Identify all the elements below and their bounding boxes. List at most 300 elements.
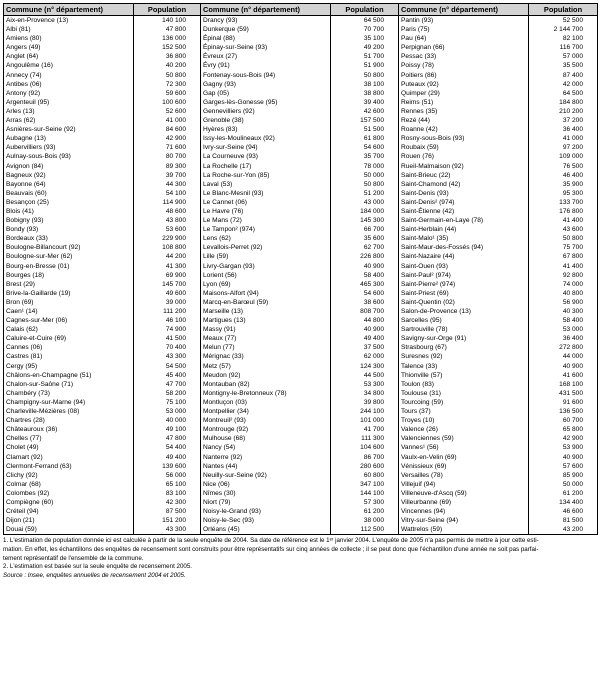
commune-cell: Thionville (57) <box>399 371 529 380</box>
population-cell: 347 100 <box>331 480 399 489</box>
commune-cell: Versailles (78) <box>399 471 529 480</box>
commune-cell: Aubagne (13) <box>4 134 134 143</box>
population-cell: 184 000 <box>331 207 399 216</box>
table-row <box>4 171 598 180</box>
population-cell: 95 300 <box>529 189 598 198</box>
population-cell: 44 000 <box>529 352 598 361</box>
commune-cell: Strasbourg (67) <box>399 343 529 352</box>
commune-cell: La Roche-sur-Yon (85) <box>201 171 331 180</box>
population-cell: 47 700 <box>134 380 201 389</box>
population-cell: 59 600 <box>134 89 201 98</box>
commune-cell: Nancy (54) <box>201 443 331 452</box>
population-cell: 111 200 <box>134 307 201 316</box>
population-cell: 38 800 <box>331 89 399 98</box>
commune-cell: Meaux (77) <box>201 334 331 343</box>
commune-cell: Rezé (44) <box>399 116 529 125</box>
commune-cell: Mulhouse (68) <box>201 434 331 443</box>
population-cell: 69 900 <box>134 271 201 280</box>
population-cell: 53 000 <box>529 325 598 334</box>
table-row <box>4 152 598 161</box>
commune-cell: Chambéry (73) <box>4 389 134 398</box>
commune-cell: Vannes¹ (56) <box>399 443 529 452</box>
commune-cell: Reims (51) <box>399 98 529 107</box>
population-cell: 210 200 <box>529 107 598 116</box>
commune-cell: Marseille (13) <box>201 307 331 316</box>
population-cell: 64 500 <box>529 89 598 98</box>
commune-cell: Anglet (64) <box>4 52 134 61</box>
population-cell: 97 200 <box>529 143 598 152</box>
population-cell: 40 900 <box>331 325 399 334</box>
table-row <box>4 307 598 316</box>
population-cell: 46 400 <box>529 171 598 180</box>
population-cell: 42 600 <box>331 107 399 116</box>
commune-cell: Amiens (80) <box>4 34 134 43</box>
commune-cell: Compiègne (60) <box>4 498 134 507</box>
commune-cell: Créteil (94) <box>4 507 134 516</box>
commune-cell: Brive-la-Gaillarde (19) <box>4 289 134 298</box>
population-cell: 58 200 <box>134 389 201 398</box>
commune-cell: Angers (49) <box>4 43 134 52</box>
commune-cell: Villeurbanne (69) <box>399 498 529 507</box>
commune-cell: Perpignan (66) <box>399 43 529 52</box>
population-cell: 226 800 <box>331 252 399 261</box>
table-row <box>4 334 598 343</box>
population-cell: 2 144 700 <box>529 25 598 34</box>
population-cell: 40 200 <box>134 61 201 70</box>
commune-cell: Brest (29) <box>4 280 134 289</box>
population-cell: 36 400 <box>529 125 598 134</box>
commune-cell: Pessac (33) <box>399 52 529 61</box>
commune-cell: Épinal (88) <box>201 34 331 43</box>
population-cell: 44 500 <box>331 371 399 380</box>
table-row <box>4 98 598 107</box>
population-cell: 43 200 <box>529 525 598 535</box>
commune-cell: Suresnes (92) <box>399 352 529 361</box>
population-cell: 51 200 <box>331 189 399 198</box>
commune-cell: Saint-Herblain (44) <box>399 225 529 234</box>
population-cell: 272 800 <box>529 343 598 352</box>
commune-cell: Bagneux (92) <box>4 171 134 180</box>
commune-cell: Hyères (83) <box>201 125 331 134</box>
commune-cell: Garges-lès-Gonesse (95) <box>201 98 331 107</box>
population-cell: 66 700 <box>331 225 399 234</box>
population-cell: 49 200 <box>331 43 399 52</box>
table-row <box>4 407 598 416</box>
header-population-2: Population <box>331 4 399 16</box>
commune-cell: Caluire-et-Cuire (69) <box>4 334 134 343</box>
population-cell: 34 800 <box>331 389 399 398</box>
population-cell: 144 100 <box>331 489 399 498</box>
table-row <box>4 343 598 352</box>
commune-cell: Clermont-Ferrand (63) <box>4 462 134 471</box>
population-cell: 45 400 <box>134 371 201 380</box>
table-header-row <box>4 4 598 16</box>
commune-cell: Dijon (21) <box>4 516 134 525</box>
table-row <box>4 453 598 462</box>
population-cell: 53 000 <box>134 407 201 416</box>
commune-cell: Lorient (56) <box>201 271 331 280</box>
population-cell: 43 300 <box>134 525 201 535</box>
header-commune-2: Commune (n° département) <box>201 4 331 16</box>
header-population-1: Population <box>134 4 201 16</box>
commune-cell: Le Mans (72) <box>201 216 331 225</box>
commune-cell: Saint-Ouen (93) <box>399 262 529 271</box>
commune-cell: Avignon (84) <box>4 162 134 171</box>
table-row <box>4 443 598 452</box>
population-cell: 35 900 <box>529 180 598 189</box>
population-cell: 50 800 <box>134 71 201 80</box>
population-cell: 101 000 <box>331 416 399 425</box>
population-cell: 114 900 <box>134 198 201 207</box>
table-row <box>4 52 598 61</box>
table-row <box>4 162 598 171</box>
table-row <box>4 416 598 425</box>
population-cell: 44 300 <box>134 180 201 189</box>
commune-cell: Saint-Germain-en-Laye (78) <box>399 216 529 225</box>
commune-cell: Bourges (18) <box>4 271 134 280</box>
population-cell: 41 500 <box>134 334 201 343</box>
population-cell: 70 700 <box>331 25 399 34</box>
population-cell: 41 000 <box>529 134 598 143</box>
population-cell: 37 500 <box>331 343 399 352</box>
commune-cell: Châlons-en-Champagne (51) <box>4 371 134 380</box>
table-row <box>4 225 598 234</box>
population-cell: 84 600 <box>134 125 201 134</box>
table-row <box>4 362 598 371</box>
population-cell: 92 800 <box>529 271 598 280</box>
table-row <box>4 398 598 407</box>
population-cell: 58 400 <box>529 316 598 325</box>
table-row <box>4 180 598 189</box>
header-commune-3: Commune (n° département) <box>399 4 529 16</box>
commune-cell: Gap (05) <box>201 89 331 98</box>
commune-cell: Montigny-le-Bretonneux (78) <box>201 389 331 398</box>
commune-cell: Chartres (28) <box>4 416 134 425</box>
population-cell: 46 100 <box>134 316 201 325</box>
table-row <box>4 425 598 434</box>
table-row <box>4 25 598 34</box>
table-row <box>4 71 598 80</box>
population-cell: 49 100 <box>134 425 201 434</box>
commune-cell: Lens (62) <box>201 234 331 243</box>
population-cell: 133 700 <box>529 198 598 207</box>
table-row <box>4 298 598 307</box>
population-cell: 54 100 <box>134 189 201 198</box>
population-cell: 82 100 <box>529 34 598 43</box>
commune-cell: Évreux (27) <box>201 52 331 61</box>
commune-cell: Metz (57) <box>201 362 331 371</box>
commune-cell: Melun (77) <box>201 343 331 352</box>
commune-cell: Calais (62) <box>4 325 134 334</box>
commune-cell: Cergy (95) <box>4 362 134 371</box>
commune-cell: Nanterre (92) <box>201 453 331 462</box>
table-row <box>4 434 598 443</box>
population-cell: 124 300 <box>331 362 399 371</box>
commune-cell: Colmar (68) <box>4 480 134 489</box>
commune-cell: Saint-Brieuc (22) <box>399 171 529 180</box>
population-cell: 43 800 <box>134 216 201 225</box>
commune-cell: Gagny (93) <box>201 80 331 89</box>
commune-cell: Lyon (69) <box>201 280 331 289</box>
population-cell: 40 900 <box>331 262 399 271</box>
population-cell: 40 900 <box>529 362 598 371</box>
population-cell: 74 000 <box>529 280 598 289</box>
commune-cell: Ivry-sur-Seine (94) <box>201 143 331 152</box>
population-cell: 76 500 <box>529 162 598 171</box>
commune-cell: Toulouse (31) <box>399 389 529 398</box>
commune-cell: Clichy (92) <box>4 471 134 480</box>
population-cell: 111 300 <box>331 434 399 443</box>
commune-cell: Cagnes-sur-Mer (06) <box>4 316 134 325</box>
footnote-1-line-3: tement représentatif de l'ensemble de la commune. <box>3 554 144 562</box>
population-cell: 72 300 <box>134 80 201 89</box>
population-cell: 49 600 <box>134 289 201 298</box>
commune-cell: Grenoble (38) <box>201 116 331 125</box>
commune-cell: Charleville-Mézières (08) <box>4 407 134 416</box>
population-cell: 56 000 <box>134 471 201 480</box>
commune-cell: Vénissieux (69) <box>399 462 529 471</box>
commune-cell: Rueil-Malmaison (92) <box>399 162 529 171</box>
commune-cell: Laval (53) <box>201 180 331 189</box>
commune-cell: Albi (81) <box>4 25 134 34</box>
commune-cell: Castres (81) <box>4 352 134 361</box>
table-row <box>4 525 598 535</box>
population-cell: 39 800 <box>331 398 399 407</box>
commune-cell: Neuilly-sur-Seine (92) <box>201 471 331 480</box>
population-cell: 39 400 <box>331 98 399 107</box>
commune-cell: Cannes (06) <box>4 343 134 352</box>
population-cell: 39 000 <box>134 298 201 307</box>
table-row <box>4 498 598 507</box>
commune-cell: Pantin (93) <box>399 16 529 26</box>
population-cell: 78 000 <box>331 162 399 171</box>
population-cell: 50 000 <box>529 480 598 489</box>
population-cell: 35 100 <box>331 34 399 43</box>
population-cell: 40 900 <box>529 453 598 462</box>
commune-cell: Villeneuve-d'Ascq (59) <box>399 489 529 498</box>
table-row <box>4 107 598 116</box>
commune-cell: Saint-Denis (93) <box>399 189 529 198</box>
commune-cell: Bayonne (64) <box>4 180 134 189</box>
commune-cell: Montrouge (92) <box>201 425 331 434</box>
population-cell: 43 000 <box>331 198 399 207</box>
commune-cell: Angoulême (16) <box>4 61 134 70</box>
commune-cell: Saint-Quentin (02) <box>399 298 529 307</box>
commune-cell: Nantes (44) <box>201 462 331 471</box>
table-row <box>4 271 598 280</box>
commune-cell: Talence (33) <box>399 362 529 371</box>
population-cell: 35 500 <box>529 61 598 70</box>
table-body <box>4 16 598 535</box>
commune-cell: Valence (26) <box>399 425 529 434</box>
population-cell: 57 000 <box>529 52 598 61</box>
population-cell: 50 800 <box>529 234 598 243</box>
population-cell: 54 400 <box>134 443 201 452</box>
population-cell: 41 400 <box>529 262 598 271</box>
population-cell: 86 700 <box>331 453 399 462</box>
commune-cell: Châteauroux (36) <box>4 425 134 434</box>
commune-cell: Nîmes (30) <box>201 489 331 498</box>
commune-cell: Le Cannet (06) <box>201 198 331 207</box>
population-cell: 42 000 <box>529 80 598 89</box>
commune-cell: Poissy (78) <box>399 61 529 70</box>
population-cell: 56 900 <box>529 298 598 307</box>
population-cell: 229 900 <box>134 234 201 243</box>
table-row <box>4 143 598 152</box>
table-row <box>4 462 598 471</box>
table-row <box>4 61 598 70</box>
population-cell: 35 700 <box>331 152 399 161</box>
commune-cell: Cholet (49) <box>4 443 134 452</box>
commune-cell: Saint-Priest (69) <box>399 289 529 298</box>
commune-cell: Niort (79) <box>201 498 331 507</box>
commune-cell: Saint-Pierre² (974) <box>399 280 529 289</box>
population-cell: 136 000 <box>134 34 201 43</box>
commune-cell: Rennes (35) <box>399 107 529 116</box>
table-row <box>4 34 598 43</box>
commune-cell: Massy (91) <box>201 325 331 334</box>
table-row <box>4 80 598 89</box>
table-row <box>4 16 598 26</box>
population-cell: 53 600 <box>134 225 201 234</box>
population-cell: 58 400 <box>331 271 399 280</box>
commune-cell: Beauvais (60) <box>4 189 134 198</box>
commune-cell: La Rochelle (17) <box>201 162 331 171</box>
commune-cell: Douai (59) <box>4 525 134 535</box>
census-table-page <box>3 3 597 580</box>
commune-cell: Annecy (74) <box>4 71 134 80</box>
table-row <box>4 43 598 52</box>
commune-cell: Wattrelos (59) <box>399 525 529 535</box>
population-cell: 116 700 <box>529 43 598 52</box>
population-cell: 67 800 <box>529 252 598 261</box>
population-cell: 465 300 <box>331 280 399 289</box>
population-cell: 44 200 <box>134 252 201 261</box>
table-row <box>4 198 598 207</box>
commune-cell: Bron (69) <box>4 298 134 307</box>
population-cell: 41 700 <box>331 425 399 434</box>
footnote-1-line-1: 1. L'estimation de population donnée ici est calculée à partir de la seule enquête de 2004. Sa date de référence est le 1ᵉʳ janvier 2004. L'enquête de 2005 n'a pas permis de mettre à jour cette esti- <box>3 537 539 545</box>
commune-cell: Le Tampon² (974) <box>201 225 331 234</box>
commune-cell: Drancy (93) <box>201 16 331 26</box>
commune-cell: Arles (13) <box>4 107 134 116</box>
commune-cell: Livry-Gargan (93) <box>201 262 331 271</box>
population-cell: 38 100 <box>331 80 399 89</box>
commune-cell: Sarcelles (95) <box>399 316 529 325</box>
commune-cell: Le Havre (76) <box>201 207 331 216</box>
commune-cell: Chalon-sur-Saône (71) <box>4 380 134 389</box>
population-cell: 39 700 <box>134 171 201 180</box>
population-cell: 136 500 <box>529 407 598 416</box>
population-cell: 80 700 <box>134 152 201 161</box>
commune-cell: Montpellier (34) <box>201 407 331 416</box>
population-cell: 65 800 <box>529 425 598 434</box>
population-cell: 74 900 <box>134 325 201 334</box>
population-cell: 168 100 <box>529 380 598 389</box>
population-cell: 38 600 <box>331 298 399 307</box>
footnote-2: 2. L'estimation est basée sur la seule enquête de recensement 2005. <box>3 563 192 571</box>
population-cell: 134 400 <box>529 498 598 507</box>
commune-cell: Sartrouville (78) <box>399 325 529 334</box>
population-cell: 40 000 <box>134 416 201 425</box>
table-row <box>4 316 598 325</box>
commune-cell: Vitry-sur-Seine (94) <box>399 516 529 525</box>
commune-cell: Antony (92) <box>4 89 134 98</box>
commune-cell: Boulogne-Billancourt (92) <box>4 243 134 252</box>
population-cell: 104 600 <box>331 443 399 452</box>
commune-cell: Martigues (13) <box>201 316 331 325</box>
commune-cell: Bourg-en-Bresse (01) <box>4 262 134 271</box>
commune-cell: La Courneuve (93) <box>201 152 331 161</box>
population-cell: 47 800 <box>134 434 201 443</box>
population-cell: 41 400 <box>529 216 598 225</box>
commune-cell: Besançon (25) <box>4 198 134 207</box>
population-cell: 87 400 <box>529 71 598 80</box>
population-cell: 140 100 <box>134 16 201 26</box>
commune-cell: Aubervilliers (93) <box>4 143 134 152</box>
table-row <box>4 289 598 298</box>
commune-cell: Saint-Denis² (974) <box>399 198 529 207</box>
commune-cell: Dunkerque (59) <box>201 25 331 34</box>
commune-cell: Tourcoing (59) <box>399 398 529 407</box>
population-cell: 42 900 <box>529 434 598 443</box>
population-cell: 44 800 <box>331 316 399 325</box>
population-cell: 38 000 <box>331 516 399 525</box>
population-cell: 48 600 <box>134 207 201 216</box>
population-cell: 91 600 <box>529 398 598 407</box>
commune-cell: Asnières-sur-Seine (92) <box>4 125 134 134</box>
population-cell: 42 300 <box>134 498 201 507</box>
population-cell: 61 200 <box>529 489 598 498</box>
population-cell: 41 000 <box>134 116 201 125</box>
population-cell: 49 400 <box>134 453 201 462</box>
commune-cell: Argenteuil (95) <box>4 98 134 107</box>
population-cell: 244 100 <box>331 407 399 416</box>
population-cell: 65 100 <box>134 480 201 489</box>
population-cell: 61 800 <box>331 134 399 143</box>
commune-cell: Noisy-le-Sec (93) <box>201 516 331 525</box>
population-cell: 54 600 <box>331 143 399 152</box>
commune-cell: Caen¹ (14) <box>4 307 134 316</box>
commune-cell: Saint-Malo¹ (35) <box>399 234 529 243</box>
population-cell: 50 800 <box>331 71 399 80</box>
commune-cell: Gennevilliers (92) <box>201 107 331 116</box>
commune-cell: Valenciennes (59) <box>399 434 529 443</box>
commune-cell: Poitiers (86) <box>399 71 529 80</box>
table-row <box>4 480 598 489</box>
table-row <box>4 325 598 334</box>
commune-cell: Savigny-sur-Orge (91) <box>399 334 529 343</box>
population-cell: 145 700 <box>134 280 201 289</box>
commune-cell: Antibes (06) <box>4 80 134 89</box>
table-row <box>4 471 598 480</box>
header-commune-1: Commune (n° département) <box>4 4 134 16</box>
commune-cell: Clamart (92) <box>4 453 134 462</box>
population-cell: 53 900 <box>529 443 598 452</box>
table-row <box>4 207 598 216</box>
population-cell: 62 700 <box>331 243 399 252</box>
commune-cell: Quimper (29) <box>399 89 529 98</box>
footnote-1-line-2: mation. En effet, les échantillons des enquêtes de recensement sont construits pour être représentatifs sur cinq années de collecte ; il se peut donc que l'échantillon d'une année ne soit pas parfai- <box>3 545 539 553</box>
table-row <box>4 252 598 261</box>
commune-cell: Bondy (93) <box>4 225 134 234</box>
population-cell: 85 900 <box>529 471 598 480</box>
table-row <box>4 125 598 134</box>
population-cell: 42 900 <box>134 134 201 143</box>
table-row <box>4 262 598 271</box>
commune-cell: Saint-Maur-des-Fossés (94) <box>399 243 529 252</box>
commune-cell: Champigny-sur-Marne (94) <box>4 398 134 407</box>
